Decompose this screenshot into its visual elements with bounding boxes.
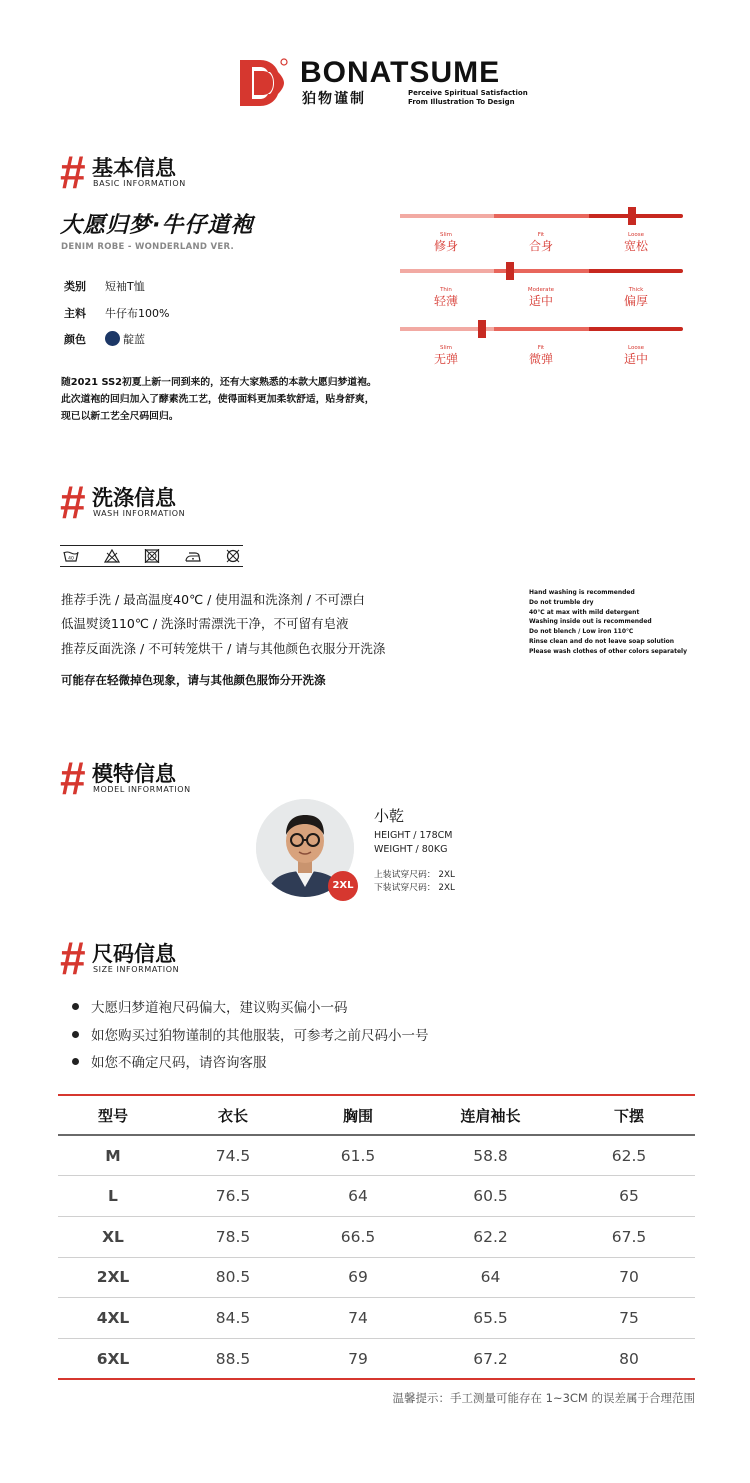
color-swatch — [105, 331, 120, 346]
model-bottom-size: 下装试穿尺码： 2XL — [374, 883, 455, 893]
no-tumble-dry-icon — [144, 549, 160, 563]
table-cell: 84.5 — [168, 1298, 298, 1339]
bullet-icon — [72, 1058, 79, 1065]
table-cell: 67.2 — [473, 1349, 508, 1368]
section-title: 洗涤信息 — [92, 486, 176, 510]
slogan-line-1: Perceive Spiritual Satisfaction — [408, 89, 528, 97]
table-cell: 75 — [563, 1298, 695, 1339]
column-header: 下摆 — [563, 1095, 695, 1135]
table-cell: 79 — [348, 1349, 368, 1368]
table-cell: 88.5 — [215, 1349, 251, 1368]
spec-value: 靛蓝 — [123, 333, 145, 346]
table-row — [58, 1216, 695, 1257]
product-subtitle: DENIM ROBE - WONDERLAND VER. — [61, 242, 235, 252]
hand-wash-40-icon — [63, 549, 79, 563]
table-cell: 62.2 — [418, 1216, 563, 1257]
scale-label: Slim 修身 — [433, 232, 458, 253]
table-cell: 64 — [418, 1257, 563, 1298]
section-heading-wash — [60, 476, 360, 528]
scale-label: Fit 合身 — [528, 232, 553, 253]
size-cell: M — [58, 1135, 168, 1176]
section-title: 模特信息 — [92, 762, 176, 786]
table-cell: 80 — [619, 1349, 639, 1368]
size-table-header — [58, 1095, 695, 1135]
model-height: HEIGHT / 178CM — [374, 830, 453, 841]
scale-label: Fit 微弹 — [528, 345, 553, 366]
table-cell: 60.5 — [418, 1176, 563, 1217]
table-cell: 62.5 — [563, 1135, 695, 1176]
section-heading-basic — [60, 146, 360, 198]
slogan-line-2: From Illustration To Design — [408, 98, 515, 106]
wash-en-line: Do not blench / Low iron 110℃ — [529, 628, 634, 636]
spec-row-color — [64, 331, 145, 347]
table-cell: 67.5 — [563, 1216, 695, 1257]
hash-icon: # — [60, 146, 86, 198]
size-tip: 如您购买过狛物谨制的其他服装，可参考之前尺码小一号 — [72, 1024, 429, 1044]
column-header: 衣长 — [168, 1095, 298, 1135]
section-heading-model — [60, 752, 360, 804]
wash-en-line: Washing inside out is recommended — [529, 618, 652, 626]
table-cell: 58.8 — [418, 1135, 563, 1176]
size-tip: 如您不确定尺码，请咨询客服 — [72, 1051, 267, 1071]
wash-note: 可能存在轻微掉色现象，请与其他颜色服饰分开洗涤 — [61, 673, 326, 687]
table-cell: 74.5 — [168, 1135, 298, 1176]
column-header: 胸围 — [298, 1095, 418, 1135]
table-cell: 70 — [563, 1257, 695, 1298]
table-cell: 64 — [298, 1176, 418, 1217]
hash-icon: # — [60, 752, 86, 804]
wash-en-line: Please wash clothes of other colors separately — [529, 647, 688, 655]
bullet-icon — [72, 1031, 79, 1038]
table-cell: 69 — [298, 1257, 418, 1298]
scale-label: Loose 适中 — [623, 345, 648, 366]
model-size-badge: 2XL — [328, 871, 358, 901]
scale-label: Moderate 适中 — [527, 287, 555, 308]
model-top-size: 上装试穿尺码： 2XL — [374, 870, 455, 880]
no-dry-clean-icon — [225, 549, 241, 563]
spec-label: 颜色 — [64, 333, 86, 346]
section-subtitle: SIZE INFORMATION — [93, 965, 180, 974]
measurement-footnote: 温馨提示：手工测量可能存在 1~3CM 的误差属于合理范围 — [392, 1391, 695, 1405]
table-row — [58, 1338, 695, 1379]
thickness-scale-knob — [506, 262, 514, 280]
svg-text:40: 40 — [68, 556, 74, 562]
spec-row-category — [64, 278, 145, 294]
table-cell: 61.5 — [298, 1135, 418, 1176]
product-title: 大愿归梦·牛仔道袍 — [60, 213, 254, 238]
spec-value: 短袖T恤 — [105, 280, 145, 293]
section-subtitle: BASIC INFORMATION — [93, 179, 186, 188]
no-bleach-icon — [104, 549, 120, 563]
model-weight: WEIGHT / 80KG — [374, 844, 448, 855]
scale-label: Thin 轻薄 — [433, 287, 458, 308]
wash-en-line: Do not trumble dry — [529, 598, 594, 606]
size-cell: L — [58, 1176, 168, 1217]
table-cell: 74 — [298, 1298, 418, 1339]
wash-instruction-line: 推荐反面洗涤 / 不可转笼烘干 / 请与其他颜色衣服分开洗涤 — [61, 641, 386, 656]
section-title: 尺码信息 — [92, 942, 176, 966]
column-header: 型号 — [58, 1095, 168, 1135]
table-row — [58, 1298, 695, 1339]
scale-label: Thick 偏厚 — [623, 287, 648, 308]
table-cell: 76.5 — [168, 1176, 298, 1217]
scale-label: Loose 宽松 — [623, 232, 648, 253]
spec-value: 牛仔布100% — [105, 307, 170, 320]
bullet-icon — [72, 1003, 79, 1010]
table-cell: 65 — [563, 1176, 695, 1217]
hash-icon: # — [60, 476, 86, 528]
wash-en-line: 40℃ at max with mild detergent — [529, 608, 640, 616]
model-name: 小乾 — [374, 807, 405, 825]
fit-scale-knob — [628, 207, 636, 225]
size-cell: 6XL — [96, 1349, 130, 1368]
size-table — [58, 1094, 695, 1380]
elasticity-scale-knob — [478, 320, 486, 338]
wash-en-line: Hand washing is recommended — [529, 589, 635, 596]
brand-name-cn: 狛物谨制 — [302, 91, 366, 107]
table-cell: 66.5 — [298, 1216, 418, 1257]
description-line: 此次道袍的回归加入了酵素洗工艺，使得面料更加柔软舒适，贴身舒爽， — [61, 394, 375, 405]
section-subtitle: WASH INFORMATION — [93, 509, 186, 518]
section-heading-size — [60, 932, 360, 984]
fit-scale-bar — [400, 214, 683, 218]
description-line: 现已以新工艺全尺码回归。 — [61, 411, 179, 422]
size-cell: XL — [58, 1216, 168, 1257]
brand-slogan — [408, 89, 528, 107]
wash-en-line: Rinse clean and do not leave soap solution — [529, 637, 675, 645]
table-cell: 65.5 — [418, 1298, 563, 1339]
scale-label: Slim 无弹 — [433, 345, 458, 366]
wash-icon-strip — [60, 545, 243, 567]
section-subtitle: MODEL INFORMATION — [93, 785, 191, 794]
table-cell: 78.5 — [168, 1216, 298, 1257]
spec-label: 主料 — [64, 307, 86, 320]
brand-logo-mark — [240, 58, 288, 108]
wash-instruction-line: 推荐手洗 / 最高温度40℃ / 使用温和洗涤剂 / 不可漂白 — [61, 592, 365, 607]
elasticity-scale-bar — [400, 327, 683, 331]
wash-instruction-line: 低温熨烫110℃ / 洗涤时需漂洗干净，不可留有皂液 — [61, 616, 349, 631]
iron-low-icon — [185, 549, 201, 563]
hash-icon: # — [60, 932, 86, 984]
column-header: 连肩袖长 — [418, 1095, 563, 1135]
product-description — [61, 374, 421, 425]
table-row — [58, 1176, 695, 1217]
spec-row-material — [64, 305, 169, 321]
description-line: 随2021 SS2初夏上新一同到来的，还有大家熟悉的本款大愿归梦道袍。 — [61, 377, 377, 388]
table-row — [58, 1135, 695, 1176]
wash-instructions-en — [529, 588, 687, 657]
brand-name: BONATSUME — [300, 56, 501, 89]
size-cell: 2XL — [58, 1257, 168, 1298]
size-cell: 4XL — [58, 1298, 168, 1339]
spec-label: 类别 — [64, 280, 86, 293]
thickness-scale-bar — [400, 269, 683, 273]
size-tip: 大愿归梦道袍尺码偏大，建议购买偏小一码 — [72, 996, 348, 1016]
table-row — [58, 1257, 695, 1298]
section-title: 基本信息 — [92, 156, 176, 180]
table-cell: 80.5 — [168, 1257, 298, 1298]
